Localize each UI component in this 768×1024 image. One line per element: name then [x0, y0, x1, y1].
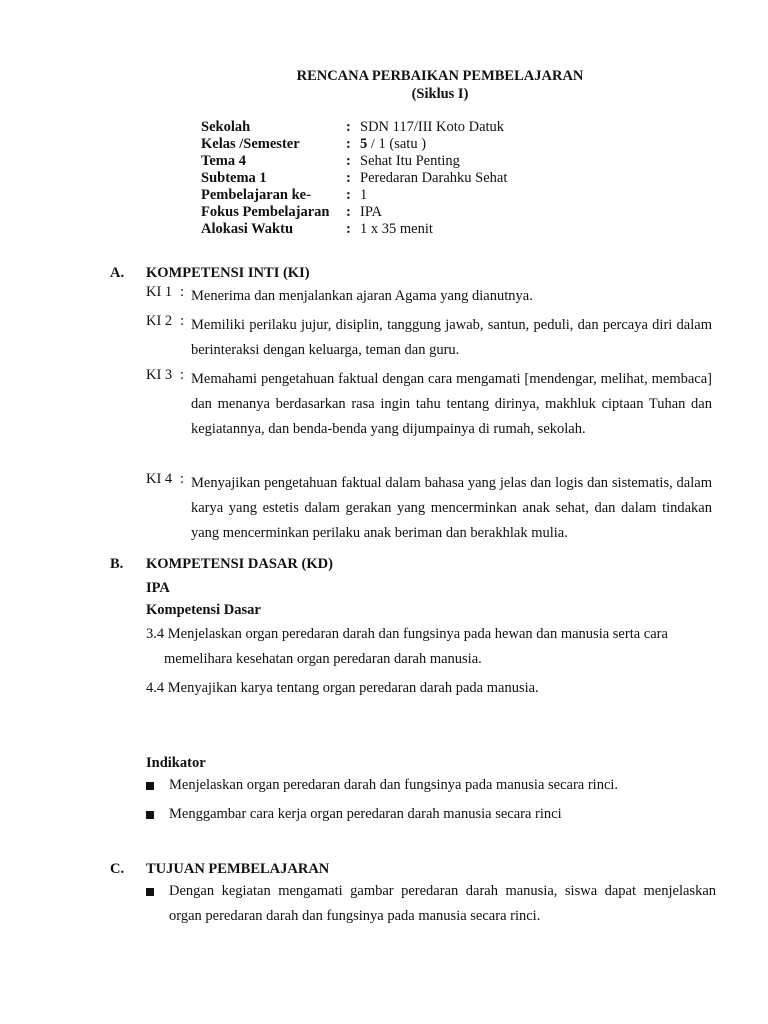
- info-label: Pembelajaran ke-: [201, 187, 311, 203]
- info-row-fokus: [201, 204, 507, 221]
- info-label: Kelas /Semester: [201, 136, 300, 152]
- kd-text: 3.4 Menjelaskan organ peredaran darah dan fungsinya pada hewan dan manusia serta cara: [146, 626, 668, 642]
- info-row-kelas: [201, 136, 507, 153]
- ki-text: Menyajikan pengetahuan faktual dalam bahasa yang jelas dan logis dan sistematis, dalam karya yang estetis dalam gerakan yang mencerminkan anak sehat, dan dalam tindakan yang mencerminkan perilaku anak beriman dan berakhlak mulia.: [191, 475, 712, 541]
- info-label: Alokasi Waktu: [201, 221, 294, 237]
- ki-code: KI 2: [146, 313, 173, 329]
- subject-heading: IPA: [146, 580, 170, 596]
- info-label: Sekolah: [201, 119, 251, 135]
- info-colon: :: [346, 221, 351, 237]
- ki-text: Menerima dan menjalankan ajaran Agama yang dianutnya.: [191, 288, 533, 304]
- info-colon: :: [346, 119, 351, 135]
- document-subtitle: (Siklus I): [411, 86, 469, 102]
- section-a-letter: A.: [110, 265, 125, 281]
- info-colon: :: [346, 187, 351, 203]
- info-row-alokasi: [201, 221, 507, 238]
- ki-separator: :: [180, 367, 185, 383]
- tujuan-text: Dengan kegiatan mengamati gambar peredaran darah manusia, siswa dapat menjelaskan organ peredaran darah dan fungsinya pada manusia secara rinci.: [169, 883, 716, 924]
- tujuan-item: [146, 879, 716, 929]
- info-value: Sehat Itu Penting: [360, 153, 460, 169]
- info-colon: :: [346, 153, 351, 169]
- kd-heading: Kompetensi Dasar: [146, 602, 261, 618]
- info-colon: :: [346, 204, 351, 220]
- info-value: 1 x 35 menit: [360, 221, 433, 237]
- info-value: 1: [360, 187, 368, 203]
- info-row-subtema: [201, 170, 507, 187]
- info-value: SDN 117/III Koto Datuk: [360, 119, 505, 135]
- indikator-item: [146, 802, 716, 827]
- ki-item-4: [146, 471, 712, 546]
- ki-separator: :: [180, 471, 185, 487]
- info-value: / 1 (satu ): [367, 136, 427, 152]
- section-b-title: KOMPETENSI DASAR (KD): [146, 556, 333, 572]
- info-row-pembelajaran: [201, 187, 507, 204]
- bullet-square-icon: [146, 888, 154, 896]
- info-row-tema: [201, 153, 507, 170]
- ki-code: KI 1: [146, 284, 173, 300]
- info-value-class: 5: [360, 136, 368, 152]
- ki-code: KI 3: [146, 367, 173, 383]
- kd-item-3-4: [146, 622, 716, 672]
- indikator-item: [146, 773, 716, 798]
- info-label: Subtema 1: [201, 170, 267, 186]
- info-row-sekolah: [201, 119, 507, 136]
- info-value: Peredaran Darahku Sehat: [360, 170, 508, 186]
- indikator-heading: Indikator: [146, 755, 206, 771]
- bullet-square-icon: [146, 811, 154, 819]
- section-b-letter: B.: [110, 556, 124, 572]
- info-label: Fokus Pembelajaran: [201, 204, 330, 220]
- section-c-letter: C.: [110, 861, 125, 877]
- document-title: RENCANA PERBAIKAN PEMBELAJARAN: [296, 68, 584, 84]
- ki-text: Memiliki perilaku jujur, disiplin, tanggung jawab, santun, peduli, dan percaya diri dalam berinteraksi dengan keluarga, teman dan guru.: [191, 317, 712, 358]
- indikator-text: Menjelaskan organ peredaran darah dan fungsinya pada manusia secara rinci.: [169, 777, 619, 793]
- section-c-title: TUJUAN PEMBELAJARAN: [146, 861, 330, 877]
- ki-item-2: [146, 313, 712, 363]
- info-colon: :: [346, 170, 351, 186]
- section-a-title: KOMPETENSI INTI (KI): [146, 265, 310, 281]
- identity-table: [201, 119, 507, 238]
- ki-separator: :: [180, 284, 185, 300]
- info-label: Tema 4: [201, 153, 246, 169]
- indikator-text: Menggambar cara kerja organ peredaran darah manusia secara rinci: [169, 806, 562, 822]
- kd-text-continued: memelihara kesehatan organ peredaran darah manusia.: [164, 651, 482, 667]
- bullet-square-icon: [146, 782, 154, 790]
- info-value: IPA: [360, 204, 383, 220]
- kd-text: 4.4 Menyajikan karya tentang organ peredaran darah pada manusia.: [146, 680, 539, 696]
- kd-item-4-4: [146, 676, 716, 701]
- ki-code: KI 4: [146, 471, 173, 487]
- ki-text: Memahami pengetahuan faktual dengan cara mengamati [mendengar, melihat, membaca] dan menanya berdasarkan rasa ingin tahu tentang dirinya, makhluk ciptaan Tuhan dan kegiatannya, dan benda-benda yang dijumpainya di rumah, sekolah.: [191, 371, 712, 437]
- ki-separator: :: [180, 313, 185, 329]
- ki-item-3: [146, 367, 712, 442]
- ki-item-1: [146, 284, 712, 309]
- info-colon: :: [346, 136, 351, 152]
